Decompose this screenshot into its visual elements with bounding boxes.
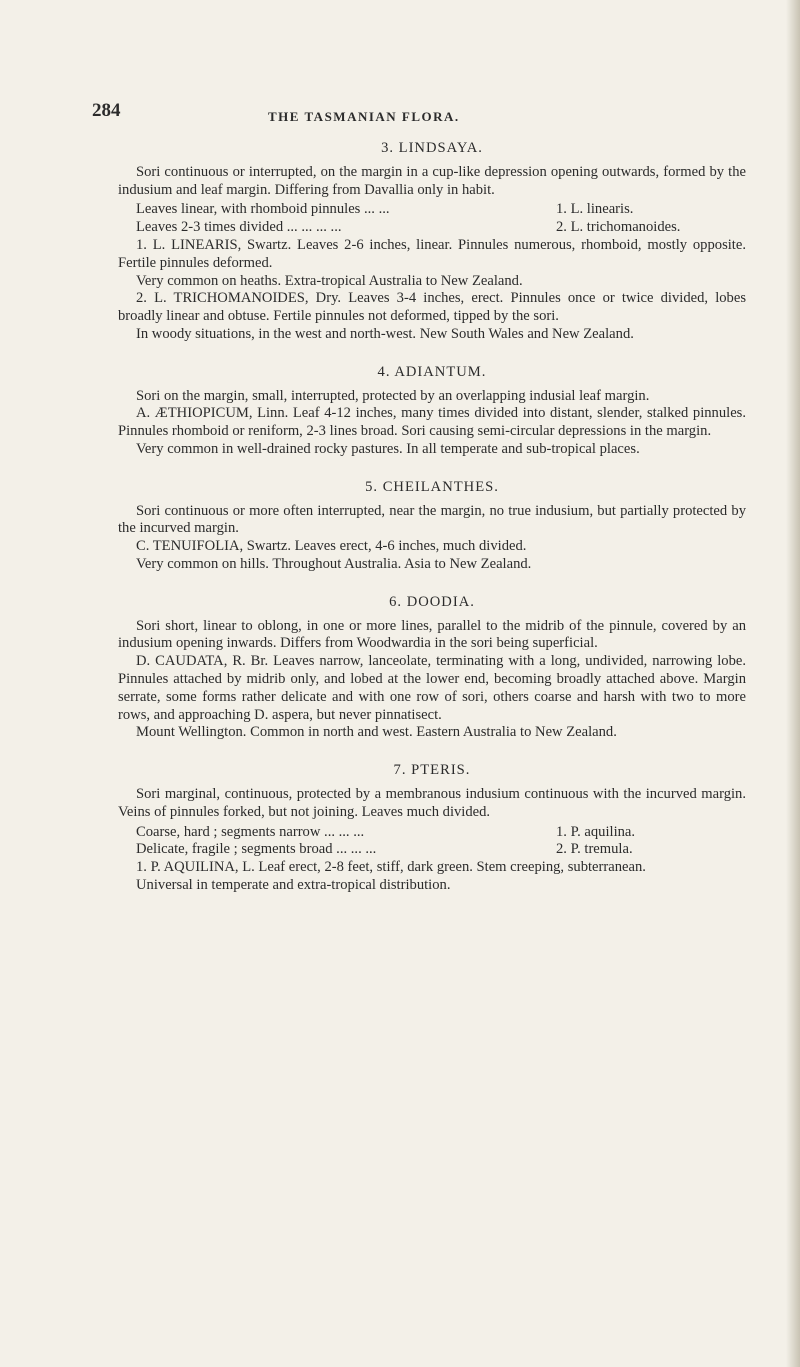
key-row [118, 824, 746, 842]
species-entry: 1. L. LINEARIS, Swartz. Leaves 2-6 inches, linear. Pinnules numerous, rhomboid, mostly opposite. Fertile pinnules deformed. [118, 236, 746, 271]
genus-description: Sori continuous or more often interrupted, near the margin, no true indusium, but partially protected by the incurved margin. [118, 502, 746, 537]
key-text: Delicate, fragile ; segments broad ... ... ... [136, 841, 377, 858]
species-entry: C. TENUIFOLIA, Swartz. Leaves erect, 4-6 inches, much divided. [136, 538, 527, 555]
key-text: Coarse, hard ; segments narrow ... ... ... [136, 823, 365, 840]
genus-heading-cheilanthes: 5. CHEILANTHES. [365, 478, 499, 495]
genus-heading-pteris: 7. PTERIS. [393, 762, 471, 779]
key-ref: 2. P. tremula. [556, 841, 633, 858]
species-distribution: Very common on hills. Throughout Australia. Asia to New Zealand. [136, 555, 532, 572]
key-row [118, 841, 746, 859]
species-distribution: In woody situations, in the west and north-west. New South Wales and New Zealand. [136, 325, 634, 342]
species-key [118, 201, 746, 237]
key-row [118, 201, 746, 219]
species-distribution: Mount Wellington. Common in north and west. Eastern Australia to New Zealand. [136, 724, 617, 741]
key-ref: 1. P. aquilina. [556, 823, 636, 840]
page-edge-shadow [786, 0, 800, 1367]
genus-description: Sori on the margin, small, interrupted, protected by an overlapping indusial leaf margin. [136, 387, 650, 404]
species-entry: 1. P. AQUILINA, L. Leaf erect, 2-8 feet, stiff, dark green. Stem creeping, subterranean. [136, 859, 646, 876]
key-text: Leaves linear, with rhomboid pinnules ... ... [136, 201, 390, 218]
genus-heading-doodia: 6. DOODIA. [389, 593, 475, 610]
key-ref: 2. L. trichomanoides. [556, 219, 681, 236]
species-distribution: Very common in well-drained rocky pastures. In all temperate and sub-tropical places. [136, 440, 640, 457]
genus-description: Sori continuous or interrupted, on the margin in a cup-like depression opening outwards, formed by the indusium and leaf margin. Differing from Davallia only in habit. [118, 163, 746, 198]
genus-description: Sori marginal, continuous, protected by a membranous indusium continuous with the incurved margin. Veins of pinnules forked, but not joining. Leaves much divided. [118, 785, 746, 820]
genus-description: Sori short, linear to oblong, in one or more lines, parallel to the midrib of the pinnule, covered by an indusium opening inwards. Differs from Woodwardia in the sori being superficial. [118, 617, 746, 652]
key-row [118, 219, 746, 237]
species-entry: 2. L. TRICHOMANOIDES, Dry. Leaves 3-4 inches, erect. Pinnules once or twice divided, lobes broadly linear and obtuse. Fertile pinnules not deformed, tipped by the sori. [118, 290, 746, 325]
page-number: 284 [92, 100, 121, 121]
genus-heading-adiantum: 4. ADIANTUM. [377, 363, 487, 380]
genus-heading-lindsaya: 3. LINDSAYA. [381, 140, 483, 156]
running-head: THE TASMANIAN FLORA. [268, 109, 460, 124]
page-content [118, 140, 746, 895]
key-ref: 1. L. linearis. [556, 201, 634, 218]
species-key [118, 824, 746, 860]
key-text: Leaves 2-3 times divided ... ... ... ... [136, 219, 342, 236]
species-entry: D. CAUDATA, R. Br. Leaves narrow, lanceolate, terminating with a long, undivided, narrowing lobe. Pinnules attached by midrib only, and lobed at the lower end, becoming broadly attached above. Margin serrate, some forms rather delicate and with one row of sori, others coarse and harsh with two to more rows, and approaching D. aspera, but never pinnatisect. [118, 653, 746, 723]
species-distribution: Universal in temperate and extra-tropical distribution. [136, 876, 451, 893]
species-entry: A. ÆTHIOPICUM, Linn. Leaf 4-12 inches, many times divided into distant, slender, stalked pinnules. Pinnules rhomboid or reniform, 2-3 lines broad. Sori causing semi-circular depressions in the margin. [118, 405, 746, 440]
species-distribution: Very common on heaths. Extra-tropical Australia to New Zealand. [136, 272, 523, 289]
